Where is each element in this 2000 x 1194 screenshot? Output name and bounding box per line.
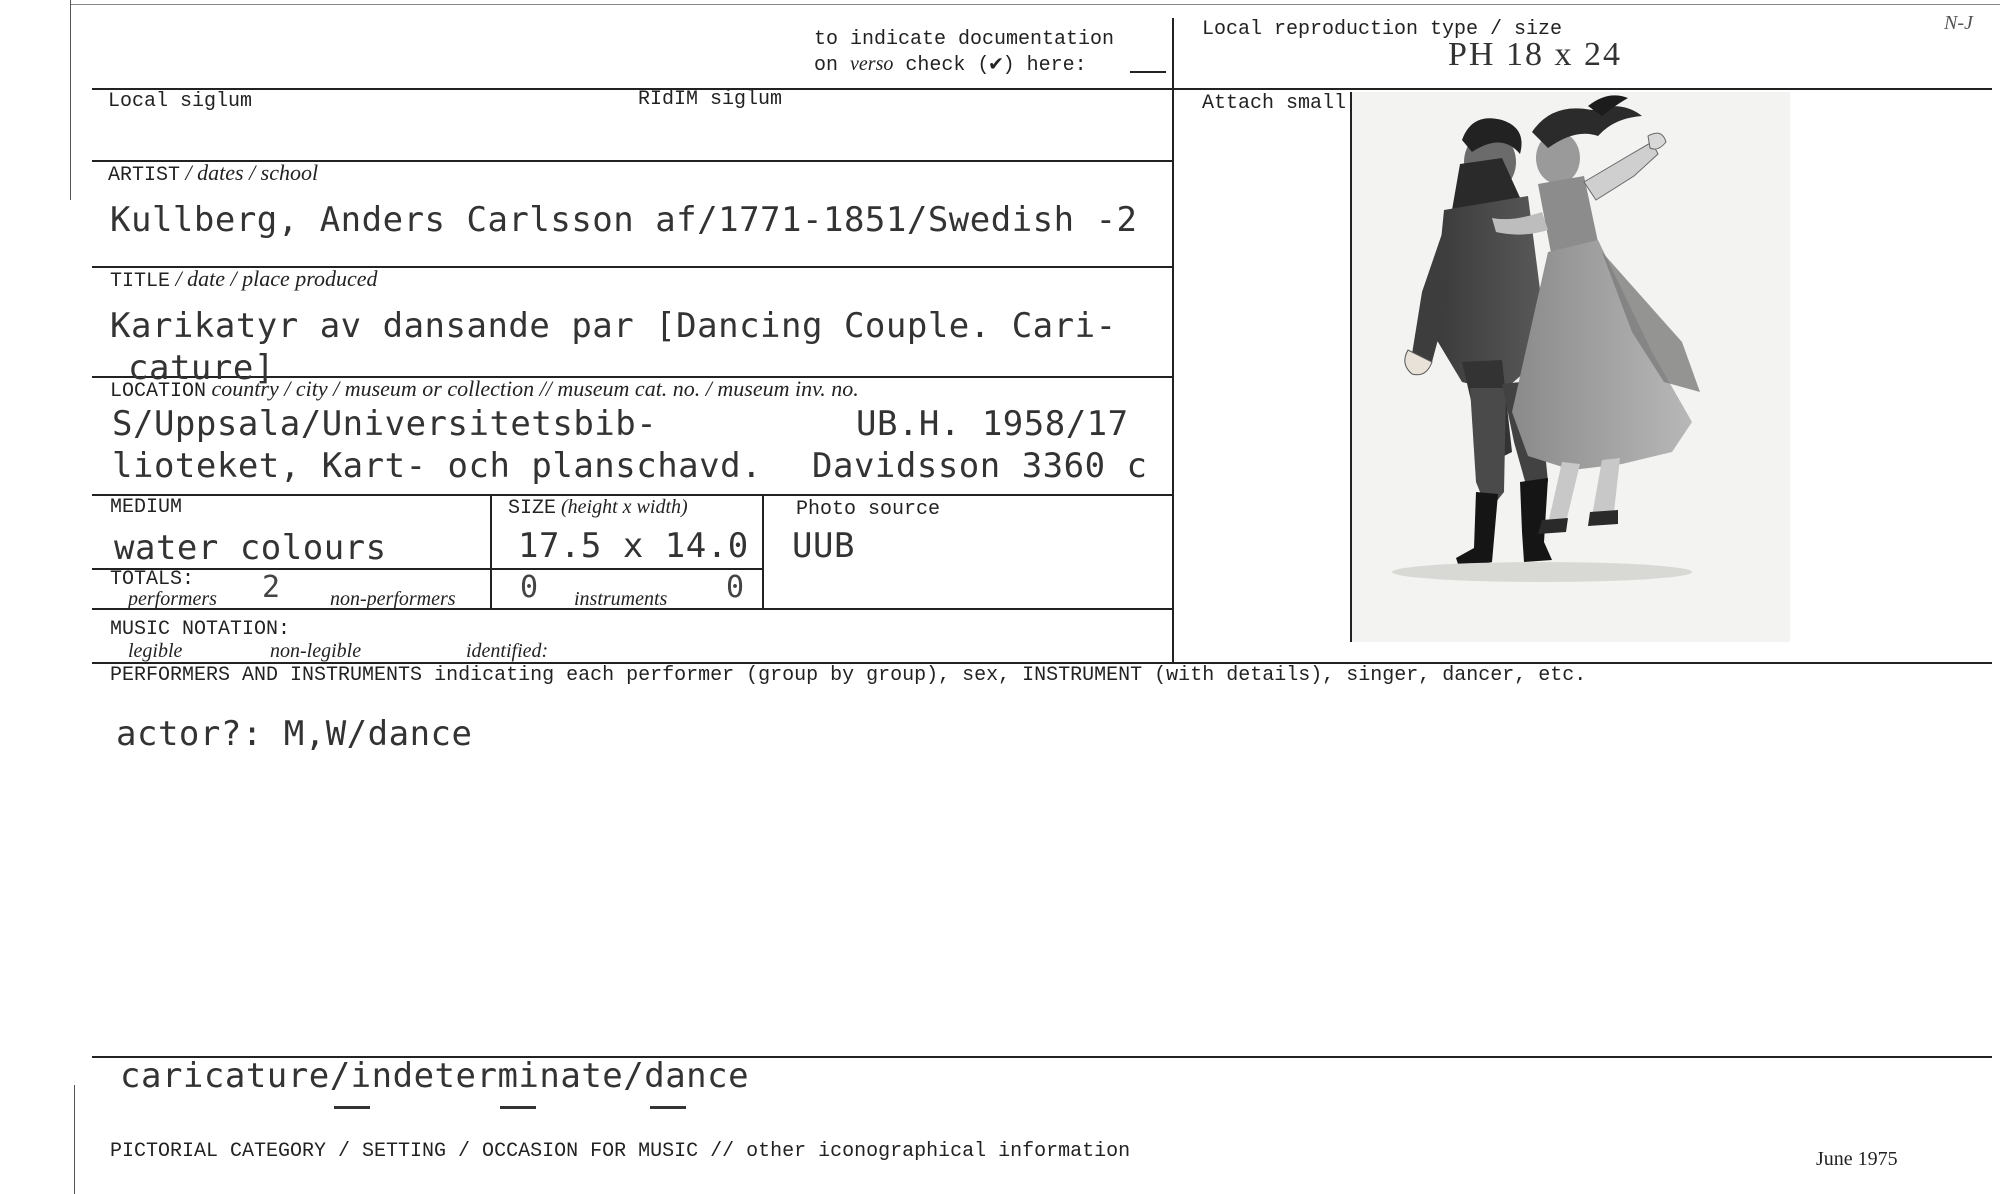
music-notation-label: MUSIC NOTATION: — [110, 618, 291, 641]
location-label-row: LOCATION country / city / museum or collection // museum cat. no. / museum inv. no. — [110, 376, 859, 403]
non-performers-blank — [504, 608, 560, 609]
top-edge-line — [70, 4, 2000, 5]
local-siglum-label: Local siglum — [108, 90, 253, 113]
title-label-row: TITLE / date / place produced — [110, 266, 378, 293]
artist-label-row: ARTIST / dates / school — [108, 160, 319, 187]
left-edge-line-top — [70, 0, 71, 200]
size-photo-divider — [762, 494, 764, 610]
corner-mark: N-J — [1944, 12, 1973, 34]
performers-instruments-label: PERFORMERS AND INSTRUMENTS — [110, 664, 423, 687]
performers-instruments-value: actor?: M,W/dance — [116, 714, 473, 754]
attach-label: Attach small — [1202, 92, 1347, 115]
photo-source-value: UUB — [792, 526, 855, 566]
title-value-line1: Karikatyr av dansande par [Dancing Couple. Cari- — [110, 306, 1117, 346]
documentation-blank — [1130, 71, 1166, 73]
category-underline-1 — [334, 1106, 370, 1109]
medium-label: MEDIUM — [110, 496, 183, 519]
location-cat-no: UB.H. 1958/17 — [856, 404, 1129, 444]
artist-value: Kullberg, Anders Carlsson af/1771-1851/Swedish -2 — [110, 200, 1138, 240]
repro-label: Local reproduction type / size — [1202, 18, 1563, 41]
performers-blank — [248, 608, 318, 609]
category-value: caricature/indeterminate/dance — [120, 1056, 750, 1096]
center-divider — [1172, 18, 1174, 664]
size-label-row: SIZE (height x width) — [508, 496, 688, 520]
documentation-line1: to indicate documentation — [814, 28, 1115, 51]
attached-photo — [1352, 92, 1790, 642]
medium-value: water colours — [114, 528, 387, 568]
location-line1: S/Uppsala/Universitetsbib- — [112, 404, 658, 444]
performers-instruments-label-row: PERFORMERS AND INSTRUMENTS indicating each performer (group by group), sex, INSTRUMENT (with details), singer, dancer, etc. — [110, 664, 1587, 687]
date-stamp: June 1975 — [1816, 1148, 1898, 1170]
check-mark-icon: ✔ — [989, 52, 1003, 77]
location-label: LOCATION — [110, 380, 207, 403]
performers-label: performers — [128, 588, 217, 610]
pictorial-label: PICTORIAL CATEGORY / SETTING / OCCASION FOR MUSIC // — [110, 1140, 735, 1163]
non-performers-value: 0 — [520, 570, 539, 605]
size-value: 17.5 x 14.0 — [518, 526, 749, 566]
left-edge-line-bottom — [74, 1085, 75, 1194]
category-underline-3 — [650, 1106, 686, 1109]
documentation-line2: on verso check (✔) here: — [814, 52, 1087, 77]
location-line2: lioteket, Kart- och planschavd. — [112, 446, 763, 486]
repro-value: PH 18 x 24 — [1448, 36, 1622, 73]
medium-size-divider — [490, 494, 492, 610]
size-label: SIZE — [508, 497, 557, 520]
artist-label: ARTIST — [108, 164, 181, 187]
non-performers-label: non-performers — [330, 588, 456, 610]
title-value-line2: cature] — [128, 348, 275, 388]
pictorial-label-row: PICTORIAL CATEGORY / SETTING / OCCASION FOR MUSIC // other iconographical information — [110, 1140, 1131, 1163]
dancing-couple-illustration — [1352, 92, 1790, 642]
header-rule — [92, 88, 1992, 90]
non-legible-label: non-legible — [270, 640, 362, 662]
title-label: TITLE — [110, 270, 171, 293]
location-inv-no: Davidsson 3360 c — [812, 446, 1148, 486]
instruments-value: 0 — [726, 570, 745, 605]
instruments-label: instruments — [574, 588, 668, 610]
ridim-siglum-label: RIdIM siglum — [638, 88, 783, 111]
performers-value: 2 — [262, 570, 281, 605]
identified-label: identified: — [466, 640, 549, 662]
totals-label: TOTALS: — [110, 568, 195, 591]
legible-label: legible — [128, 640, 183, 662]
photo-source-label: Photo source — [796, 498, 941, 521]
category-underline-2 — [500, 1106, 536, 1109]
